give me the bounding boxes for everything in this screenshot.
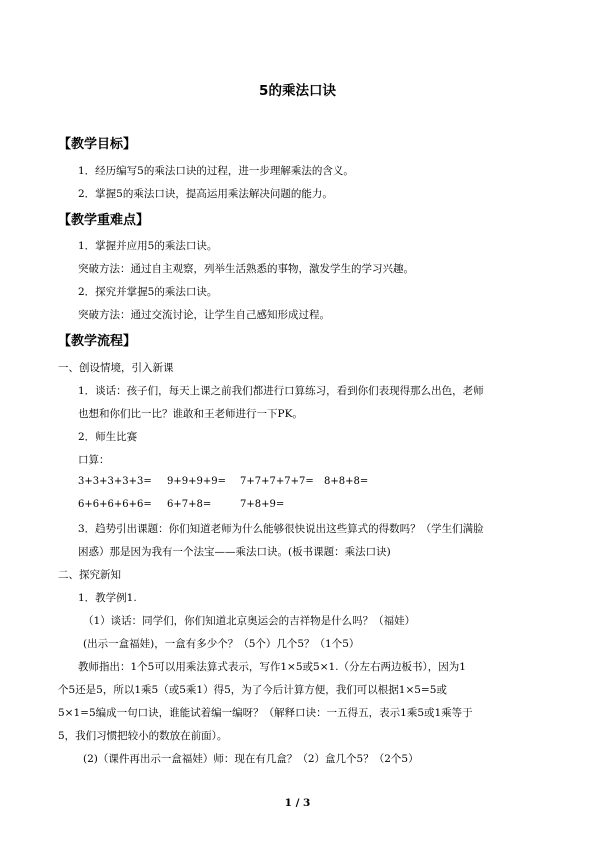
calc-item: 3+3+3+3+3= xyxy=(78,476,152,487)
process-line-7: 困惑）那是因为我有一个法宝——乘法口诀。(板书课题：乘法口诀) xyxy=(78,546,391,558)
calc-item: 6+7+8= xyxy=(167,499,212,510)
process-line-1: 一、创设情境，引入新课 xyxy=(58,362,174,374)
process-line-8: 二、探究新知 xyxy=(58,569,121,581)
objective-line-1: 1．经历编写5的乘法口诀的过程，进一步理解乘法的含义。 xyxy=(78,165,354,177)
section-heading-key-points: 【教学重难点】 xyxy=(58,213,150,228)
calc-item: 8+8+8= xyxy=(324,476,369,487)
process-line-16: (2)（课件再出示一盒福娃）师：现在有几盒？（2）盒几个5？（2个5） xyxy=(83,753,419,765)
process-line-12: 教师指出：1个5可以用乘法算式表示，写作1×5或5×1.（分左右两边板书），因为1 xyxy=(78,661,466,673)
process-line-2: 1．谈话：孩子们，每天上课之前我们都进行口算练习，看到你们表现得那么出色，老师 xyxy=(78,385,484,397)
section-heading-objectives: 【教学目标】 xyxy=(58,137,137,152)
key-point-line-2: 突破方法：通过自主观察，列举生活熟悉的事物，激发学生的学习兴趣。 xyxy=(78,263,414,275)
calc-item: 7+8+9= xyxy=(240,499,285,510)
process-line-15: 5，我们习惯把较小的数放在前面）。 xyxy=(58,730,228,742)
process-line-6: 3．趋势引出课题：你们知道老师为什么能够很快说出这些算式的得数吗？（学生们满脸 xyxy=(78,523,484,535)
calc-item: 7+7+7+7+7= xyxy=(240,476,314,487)
calc-item: 9+9+9+9= xyxy=(167,476,226,487)
section-heading-process: 【教学流程】 xyxy=(58,334,137,349)
process-line-3: 也想和你们比一比？谁敢和王老师进行一下PK。 xyxy=(78,408,303,420)
process-line-10: （1）谈话：同学们，你们知道北京奥运会的吉祥物是什么吗？（福娃） xyxy=(83,615,416,627)
process-line-5: 口算： xyxy=(78,454,110,466)
key-point-line-3: 2．探究并掌握5的乘法口诀。 xyxy=(78,286,218,298)
objective-line-2: 2．掌握5的乘法口诀，提高运用乘法解决问题的能力。 xyxy=(78,188,333,200)
calc-item: 6+6+6+6+6= xyxy=(78,499,152,510)
page-number: 1 / 3 xyxy=(284,797,311,809)
key-point-line-1: 1．掌握并应用5的乘法口诀。 xyxy=(78,240,218,252)
document-title: 5的乘法口诀 xyxy=(259,83,336,99)
key-point-line-4: 突破方法：通过交流讨论，让学生自己感知形成过程。 xyxy=(78,309,330,321)
process-line-11: (出示一盒福娃)，一盒有多少个？（5个）几个5？（1个5） xyxy=(83,638,360,650)
process-line-14: 5×1=5编成一句口诀，谁能试着编一编呀？（解释口诀：一五得五，表示1乘5或1乘等于 xyxy=(58,707,473,719)
process-line-4: 2．师生比赛 xyxy=(78,431,138,443)
process-line-9: 1．教学例1. xyxy=(78,592,137,604)
process-line-13: 个5还是5，所以1乘5（或5乘1）得5，为了今后计算方便，我们可以根据1×5=5或 xyxy=(58,684,447,696)
